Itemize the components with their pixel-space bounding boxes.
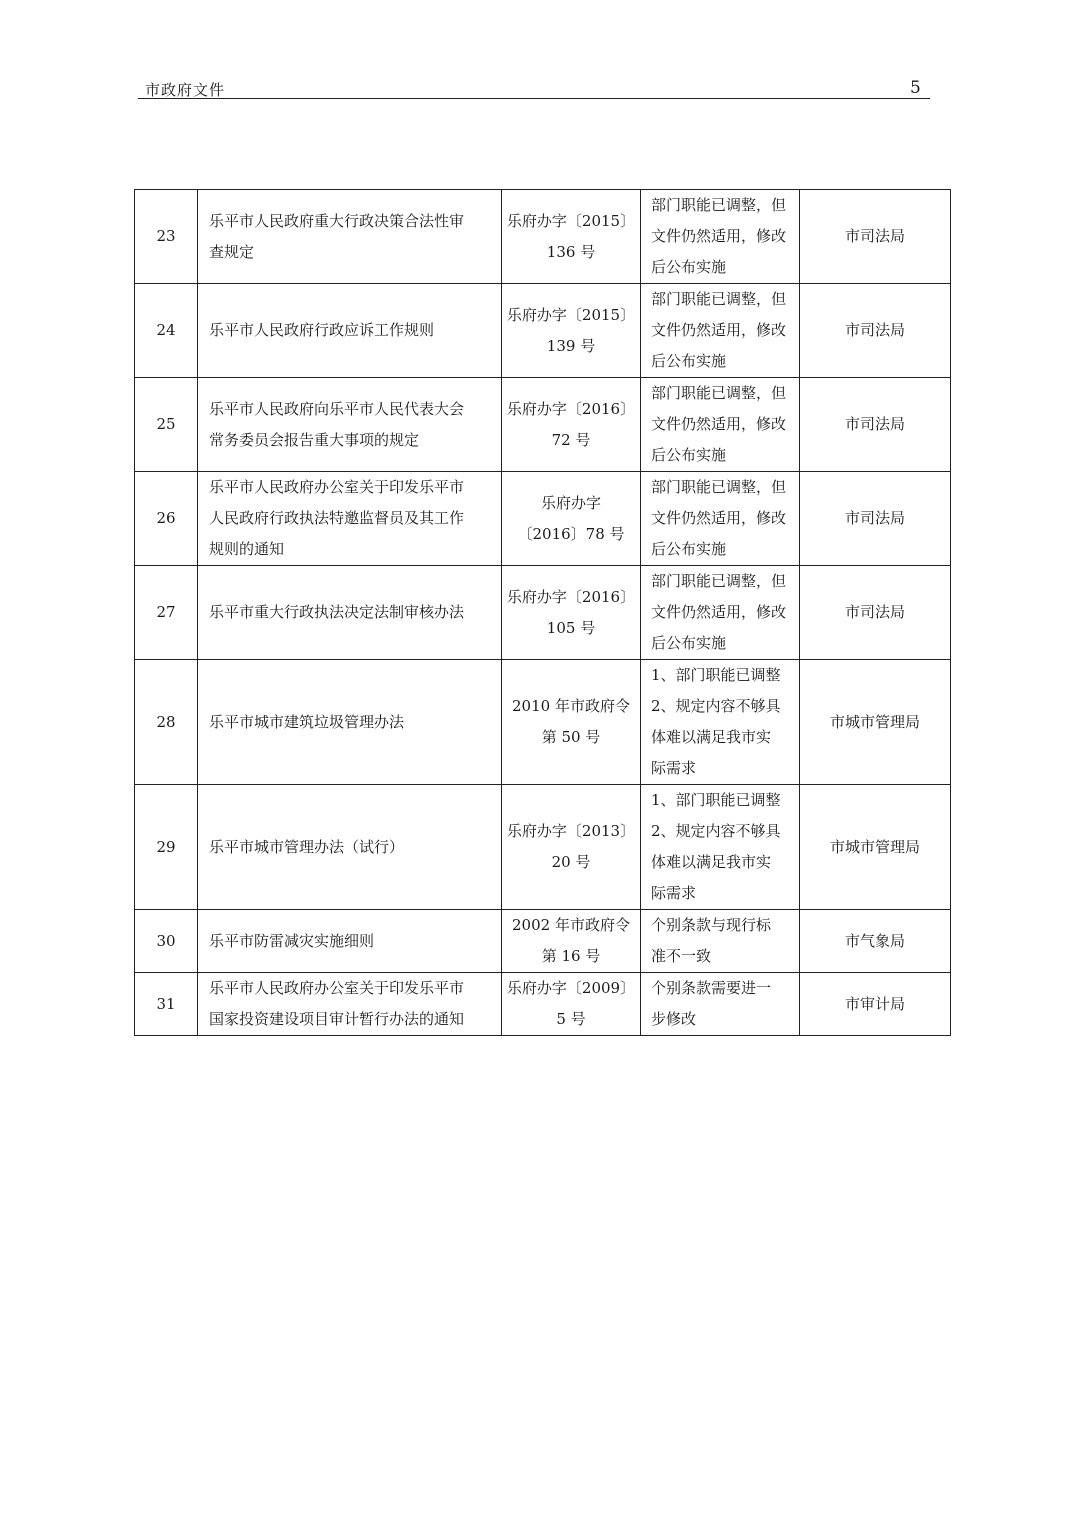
table-row bbox=[135, 566, 951, 660]
revision-reason bbox=[641, 660, 800, 785]
document-name-line: 查规定 bbox=[209, 242, 255, 261]
revision-reason-line: 部门职能已调整，但 bbox=[651, 384, 787, 402]
row-number: 25 bbox=[135, 378, 198, 472]
document-table bbox=[134, 189, 951, 1036]
document-number-line: 乐府办字〔2016〕 bbox=[506, 399, 636, 418]
table-row bbox=[135, 660, 951, 785]
row-number: 30 bbox=[135, 910, 198, 973]
document-number-line: 〔2016〕78 号 bbox=[517, 524, 625, 543]
document-name bbox=[198, 566, 502, 660]
document-number-line: 2002 年市政府令 bbox=[512, 916, 630, 934]
document-number-line: 105 号 bbox=[546, 618, 596, 637]
revision-reason-line: 1、部门职能已调整 bbox=[651, 666, 781, 684]
revision-reason bbox=[641, 566, 800, 660]
document-number-line: 第 50 号 bbox=[541, 728, 601, 746]
responsible-department: 市司法局 bbox=[800, 378, 951, 472]
revision-reason-line: 准不一致 bbox=[651, 947, 712, 965]
revision-reason bbox=[641, 284, 800, 378]
document-name bbox=[198, 190, 502, 284]
revision-reason-line: 个别条款与现行标 bbox=[651, 916, 772, 934]
document-number-line: 乐府办字〔2015〕 bbox=[506, 305, 636, 324]
revision-reason-line: 后公布实施 bbox=[651, 446, 727, 464]
table-row bbox=[135, 284, 951, 378]
revision-reason-line: 后公布实施 bbox=[651, 258, 727, 276]
table-row bbox=[135, 910, 951, 973]
responsible-department: 市城市管理局 bbox=[800, 785, 951, 910]
document-number bbox=[502, 973, 641, 1036]
revision-reason-line: 文件仍然适用，修改 bbox=[651, 603, 787, 621]
document-name bbox=[198, 973, 502, 1036]
header-title: 市政府文件 bbox=[145, 81, 226, 99]
responsible-department: 市气象局 bbox=[800, 910, 951, 973]
document-name bbox=[198, 284, 502, 378]
document-name-line: 乐平市人民政府行政应诉工作规则 bbox=[209, 321, 435, 339]
row-number: 28 bbox=[135, 660, 198, 785]
revision-reason-line: 文件仍然适用，修改 bbox=[651, 227, 787, 245]
document-name-line: 乐平市人民政府办公室关于印发乐平市 bbox=[209, 478, 465, 496]
table-row bbox=[135, 378, 951, 472]
row-number: 27 bbox=[135, 566, 198, 660]
document-name-line: 乐平市人民政府办公室关于印发乐平市 bbox=[209, 979, 465, 997]
document-name-line: 国家投资建设项目审计暂行办法的通知 bbox=[209, 1010, 465, 1028]
revision-reason bbox=[641, 785, 800, 910]
header-divider bbox=[138, 98, 930, 99]
responsible-department: 市司法局 bbox=[800, 190, 951, 284]
revision-reason bbox=[641, 973, 800, 1036]
document-number bbox=[502, 378, 641, 472]
document-number-line: 乐府办字〔2013〕 bbox=[506, 822, 636, 840]
row-number: 29 bbox=[135, 785, 198, 910]
document-name-line: 乐平市城市管理办法（试行） bbox=[209, 837, 405, 856]
revision-reason-line: 际需求 bbox=[651, 884, 697, 902]
document-number-line: 5 号 bbox=[556, 1010, 586, 1028]
document-number-line: 乐府办字〔2009〕 bbox=[506, 979, 636, 997]
table-row bbox=[135, 785, 951, 910]
document-number-line: 20 号 bbox=[551, 853, 591, 871]
page-number: 5 bbox=[910, 78, 921, 98]
document-number-line: 第 16 号 bbox=[541, 947, 601, 965]
responsible-department: 市司法局 bbox=[800, 566, 951, 660]
row-number: 31 bbox=[135, 973, 198, 1036]
document-name-line: 乐平市人民政府重大行政决策合法性审 bbox=[209, 211, 465, 230]
responsible-department: 市司法局 bbox=[800, 472, 951, 566]
revision-reason-line: 1、部门职能已调整 bbox=[651, 791, 781, 809]
document-name-line: 乐平市重大行政执法决定法制审核办法 bbox=[209, 603, 465, 621]
document-number bbox=[502, 785, 641, 910]
document-number bbox=[502, 566, 641, 660]
revision-reason bbox=[641, 472, 800, 566]
document-name-line: 常务委员会报告重大事项的规定 bbox=[209, 430, 420, 449]
document-name bbox=[198, 660, 502, 785]
document-number-line: 139 号 bbox=[546, 336, 596, 355]
revision-reason-line: 体难以满足我市实 bbox=[651, 853, 772, 871]
revision-reason bbox=[641, 190, 800, 284]
table-row bbox=[135, 472, 951, 566]
document-number bbox=[502, 660, 641, 785]
revision-reason-line: 部门职能已调整，但 bbox=[651, 572, 787, 590]
revision-reason-line: 文件仍然适用，修改 bbox=[651, 509, 787, 527]
document-name bbox=[198, 378, 502, 472]
table-row bbox=[135, 190, 951, 284]
revision-reason-line: 体难以满足我市实 bbox=[651, 728, 772, 746]
document-number bbox=[502, 472, 641, 566]
responsible-department: 市审计局 bbox=[800, 973, 951, 1036]
revision-reason-line: 部门职能已调整，但 bbox=[651, 196, 787, 214]
document-name-line: 乐平市防雷减灾实施细则 bbox=[209, 931, 375, 950]
document-number-line: 乐府办字〔2015〕 bbox=[506, 211, 636, 230]
document-number bbox=[502, 910, 641, 973]
revision-reason-line: 后公布实施 bbox=[651, 540, 727, 558]
table-row bbox=[135, 973, 951, 1036]
revision-reason-line: 文件仍然适用，修改 bbox=[651, 415, 787, 433]
document-name bbox=[198, 910, 502, 973]
row-number: 23 bbox=[135, 190, 198, 284]
revision-reason-line: 后公布实施 bbox=[651, 352, 727, 370]
document-number-line: 136 号 bbox=[546, 242, 596, 261]
revision-reason-line: 2、规定内容不够具 bbox=[651, 822, 781, 840]
revision-reason bbox=[641, 910, 800, 973]
document-name bbox=[198, 785, 502, 910]
document-number-line: 2010 年市政府令 bbox=[512, 697, 630, 715]
document-name-line: 乐平市城市建筑垃圾管理办法 bbox=[209, 712, 405, 731]
document-number-line: 72 号 bbox=[551, 430, 591, 449]
revision-reason-line: 部门职能已调整，但 bbox=[651, 290, 787, 308]
revision-reason-line: 文件仍然适用，修改 bbox=[651, 321, 787, 339]
revision-reason-line: 后公布实施 bbox=[651, 634, 727, 652]
document-name-line: 规则的通知 bbox=[209, 540, 285, 558]
revision-reason-line: 个别条款需要进一 bbox=[651, 979, 772, 997]
document-number-line: 乐府办字〔2016〕 bbox=[506, 587, 636, 606]
document-name bbox=[198, 472, 502, 566]
document-name-line: 乐平市人民政府向乐平市人民代表大会 bbox=[209, 399, 465, 418]
row-number: 26 bbox=[135, 472, 198, 566]
table-body bbox=[135, 190, 951, 1036]
revision-reason-line: 部门职能已调整，但 bbox=[651, 478, 787, 496]
document-name-line: 人民政府行政执法特邀监督员及其工作 bbox=[209, 509, 465, 527]
document-number bbox=[502, 190, 641, 284]
responsible-department: 市城市管理局 bbox=[800, 660, 951, 785]
revision-reason-line: 步修改 bbox=[651, 1010, 697, 1028]
revision-reason-line: 2、规定内容不够具 bbox=[651, 697, 781, 715]
revision-reason-line: 际需求 bbox=[651, 759, 697, 777]
revision-reason bbox=[641, 378, 800, 472]
row-number: 24 bbox=[135, 284, 198, 378]
document-number-line: 乐府办字 bbox=[540, 493, 601, 512]
document-number bbox=[502, 284, 641, 378]
responsible-department: 市司法局 bbox=[800, 284, 951, 378]
